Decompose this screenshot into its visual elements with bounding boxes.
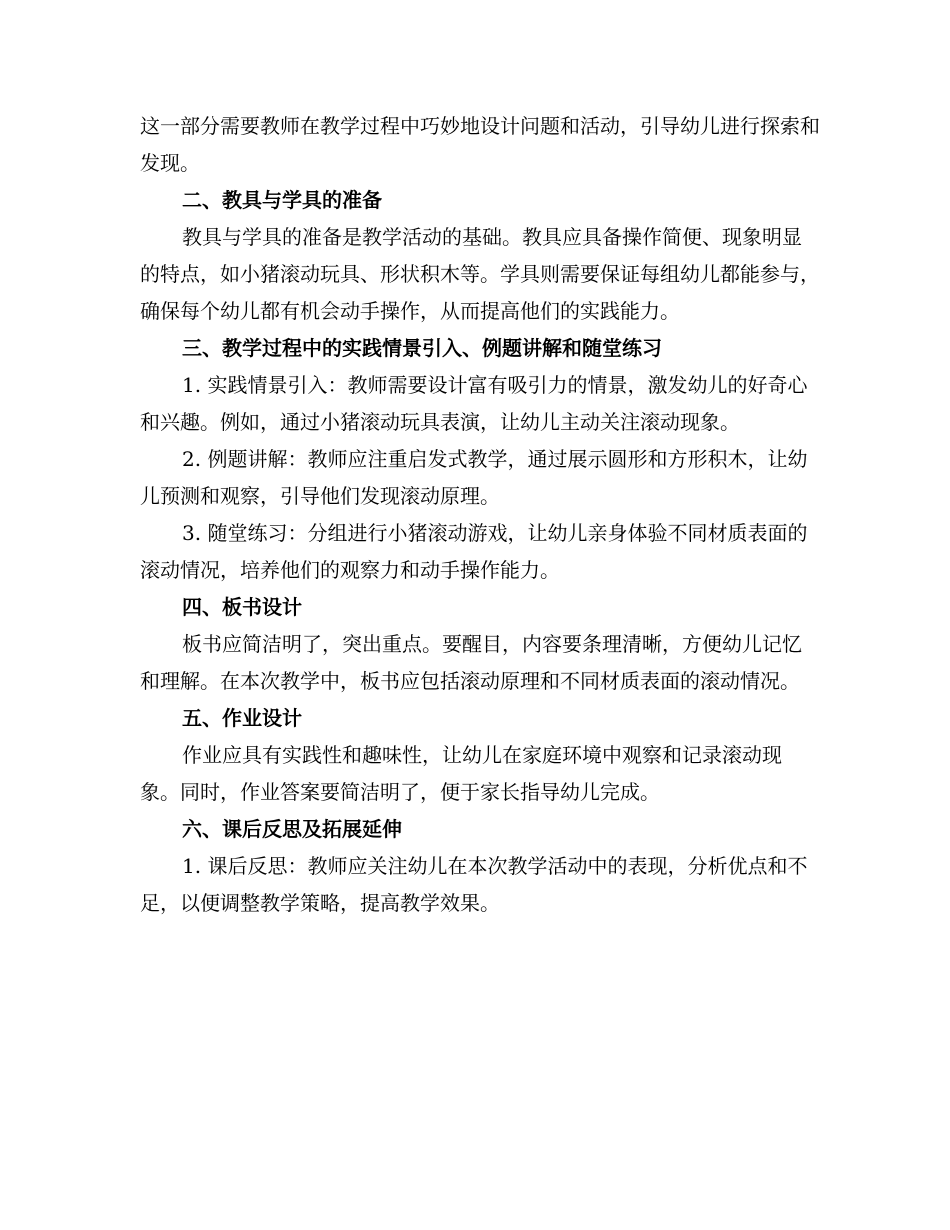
section4-body: 板书应简洁明了，突出重点。要醒目，内容要条理清晰，方便幼儿记忆和理解。在本次教学中，板书应包括滚动原理和不同材质表面的滚动情况。 [140,632,802,693]
document-page [140,108,820,922]
section2-heading: 二、教具与学具的准备 [182,188,382,212]
section5-body: 作业应具有实践性和趣味性，让幼儿在家庭环境中观察和记录滚动现象。同时，作业答案要简洁明了，便于家长指导幼儿完成。 [140,743,782,804]
section6-item1: 1. 课后反思：教师应关注幼儿在本次教学活动中的表现，分析优点和不足，以便调整教学策略，提高教学效果。 [140,854,808,915]
section2-body: 教具与学具的准备是教学活动的基础。教具应具备操作简便、现象明显的特点，如小猪滚动玩具、形状积木等。学具则需要保证每组幼儿都能参与，确保每个幼儿都有机会动手操作，从而提高他们的实践能力。 [140,225,820,323]
section3-heading: 三、教学过程中的实践情景引入、例题讲解和随堂练习 [182,336,662,360]
section3-item3: 3. 随堂练习：分组进行小猪滚动游戏，让幼儿亲身体验不同材质表面的滚动情况，培养他们的观察力和动手操作能力。 [140,521,808,582]
section5-heading: 五、作业设计 [182,706,302,730]
section3-item2: 2. 例题讲解：教师应注重启发式教学，通过展示圆形和方形积木，让幼儿预测和观察，引导他们发现滚动原理。 [140,447,808,508]
intro-paragraph: 这一部分需要教师在教学过程中巧妙地设计问题和活动，引导幼儿进行探索和发现。 [140,114,820,175]
section6-heading: 六、课后反思及拓展延伸 [182,817,402,841]
section3-item1: 1. 实践情景引入：教师需要设计富有吸引力的情景，激发幼儿的好奇心和兴趣。例如，通过小猪滚动玩具表演，让幼儿主动关注滚动现象。 [140,373,808,434]
section4-heading: 四、板书设计 [182,595,302,619]
